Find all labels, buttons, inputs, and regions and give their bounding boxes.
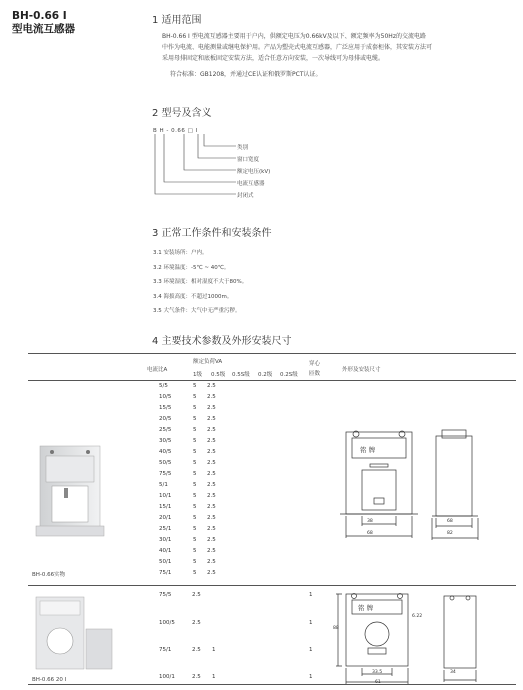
dim-1: 38 (367, 519, 373, 524)
ct-device-photo (28, 426, 114, 548)
table-row (154, 447, 318, 458)
table-row (154, 425, 318, 436)
table-cell: 5/1 (159, 482, 168, 488)
table-cell: 5 (193, 504, 197, 510)
header-grade-0.5: 0.5级 (211, 372, 226, 378)
table-cell: 2.5 (192, 592, 201, 598)
table-cell: 2.5 (207, 515, 216, 521)
table-row (154, 480, 318, 491)
table-cell: 75/5 (159, 471, 172, 477)
ct-device-photo-2 (32, 593, 118, 673)
table-row (154, 590, 318, 601)
outline-drawing-2-side (436, 588, 486, 684)
outline-drawing-1-front (336, 424, 428, 546)
table-cell: 10/1 (159, 493, 172, 499)
table-cell: 15/1 (159, 504, 172, 510)
table-row (154, 535, 318, 546)
table-cell: 100/1 (159, 674, 175, 680)
table-cell: 2.5 (207, 471, 216, 477)
table-cell: 5 (193, 482, 197, 488)
product-photo-2 (32, 593, 118, 673)
table-cell: 1 (309, 592, 313, 598)
table-row (154, 392, 318, 403)
section-1-line: 中作为电流、电能测量或继电保护用。产品为塑壳式电流互感器，广泛应用于成套柜体，其安装方法可 (162, 44, 433, 51)
table-cell: 50/5 (159, 460, 172, 466)
table-cell: 1 (309, 674, 313, 680)
table-cell: 75/1 (159, 570, 172, 576)
table-cell: 2.5 (207, 504, 216, 510)
dim-5: 6.22 (412, 614, 423, 619)
table-cell: 30/1 (159, 537, 172, 543)
group-divider (28, 585, 516, 586)
table-row (154, 403, 318, 414)
table-row (154, 513, 318, 524)
table-cell: 30/5 (159, 438, 172, 444)
table-row (154, 645, 318, 656)
table-cell: 2.5 (207, 559, 216, 565)
caption-2: BH-0.66 20 Ⅰ (32, 677, 67, 683)
table-cell: 5 (193, 438, 197, 444)
table-row (154, 469, 318, 480)
table-cell: 20/5 (159, 416, 172, 422)
model-label: 电流互感器 (237, 181, 265, 187)
header-grade-0.5s: 0.5S级 (232, 372, 250, 378)
table-cell: 2.5 (207, 537, 216, 543)
table-row (154, 568, 318, 579)
table-cell: 5 (193, 526, 197, 532)
table-cell: 5/5 (159, 383, 168, 389)
table-cell: 5 (193, 460, 197, 466)
table-cell: 2.5 (207, 427, 216, 433)
outline-drawing-1-side (428, 426, 484, 546)
table-cell: 5 (193, 416, 197, 422)
table-cell: 5 (193, 570, 197, 576)
section-1-title: 1 适用范围 (152, 15, 202, 26)
table-cell: 5 (193, 548, 197, 554)
table-cell: 5 (193, 471, 197, 477)
product-title-line1: BH-0.66 Ⅰ (12, 10, 67, 22)
nameplate-label-1: 铭 牌 (360, 446, 376, 454)
model-label: 类别 (237, 145, 249, 151)
table-cell: 5 (193, 405, 197, 411)
table-row (154, 381, 318, 392)
table-cell: 5 (193, 537, 197, 543)
header-turns-1: 穿心 (309, 361, 321, 367)
table-cell: 5 (193, 427, 197, 433)
header-grade-1: 1级 (193, 372, 202, 378)
table-cell: 2.5 (207, 570, 216, 576)
table-cell: 5 (193, 515, 197, 521)
table-cell: 2.5 (192, 620, 201, 626)
table-cell: 2.5 (207, 449, 216, 455)
condition-item: 3.1 安装场所：户内。 (153, 250, 208, 256)
dim-3: 68 (447, 519, 453, 524)
table-cell: 2.5 (207, 416, 216, 422)
model-code: B H - 0.66 □ Ⅰ (153, 128, 198, 134)
section-4-title: 4 主要技术参数及外形安装尺寸 (152, 336, 292, 347)
product-photo-1 (28, 426, 114, 548)
table-cell: 2.5 (207, 383, 216, 389)
condition-item: 3.5 大气条件：大气中无严重污秽。 (153, 308, 241, 314)
table-cell: 2.5 (192, 647, 201, 653)
table-cell: 5 (193, 493, 197, 499)
table-bottom-rule (28, 684, 516, 685)
section-3-list (153, 246, 247, 319)
table-cell: 25/1 (159, 526, 172, 532)
model-label: 窗口宽度 (237, 157, 260, 163)
header-grade-0.2: 0.2级 (258, 372, 273, 378)
table-cell: 100/5 (159, 620, 175, 626)
table-cell: 2.5 (207, 460, 216, 466)
table-row (154, 502, 318, 513)
dim-4: 82 (447, 531, 453, 536)
table-cell: 20/1 (159, 515, 172, 521)
model-label: 封闭式 (237, 193, 254, 199)
table-cell: 1 (212, 674, 216, 680)
table-cell: 40/1 (159, 548, 172, 554)
section-1-para (162, 31, 517, 80)
table-row (154, 546, 318, 557)
dim-8: 61 (375, 680, 381, 685)
header-outline: 外形及安装尺寸 (342, 367, 381, 373)
product-title-line2: 型电流互感器 (12, 23, 75, 35)
table-row (154, 524, 318, 535)
table-cell: 2.5 (207, 482, 216, 488)
table-cell: 40/5 (159, 449, 172, 455)
section-1-line: 采用母排固定和底板固定安装方法，适合任意方向安装，一次导线可为母排或电缆。 (162, 55, 385, 62)
table-cell: 2.5 (192, 674, 201, 680)
dim-7: 33.5 (372, 670, 383, 675)
table-cell: 5 (193, 559, 197, 565)
table-cell: 5 (193, 449, 197, 455)
table-cell: 2.5 (207, 548, 216, 554)
header-load: 额定负荷VA (193, 359, 223, 365)
table-cell: 2.5 (207, 405, 216, 411)
caption-1: BH-0.66实物 (32, 572, 66, 578)
table-cell: 50/1 (159, 559, 172, 565)
model-labels (237, 142, 270, 202)
table-cell: 15/5 (159, 405, 172, 411)
nameplate-label-2: 铭 牌 (358, 604, 374, 612)
dim-6: 88 (333, 626, 339, 631)
table-row (154, 672, 318, 683)
section-1-standard: 符合标准：GB1208，并通过CE认证和俄罗斯PCT认证。 (170, 71, 322, 78)
dim-9: 34 (450, 670, 456, 675)
condition-item: 3.3 环境湿度：相对湿度不大于80%。 (153, 279, 248, 285)
model-diagram (150, 134, 240, 200)
table-cell: 75/5 (159, 592, 172, 598)
table-row (154, 491, 318, 502)
table-row (154, 458, 318, 469)
product-title (12, 10, 75, 36)
section-2-title: 2 型号及含义 (152, 108, 212, 119)
table-cell: 2.5 (207, 438, 216, 444)
table-cell: 5 (193, 383, 197, 389)
section-1-line: BH-0.66 Ⅰ 型电流互感器主要用于户内，供额定电压为0.66kV及以下、额定频率为50Hz的交流电路 (162, 33, 426, 40)
table-cell: 75/1 (159, 647, 172, 653)
table-cell: 5 (193, 394, 197, 400)
section-3-title: 3 正常工作条件和安装条件 (152, 228, 272, 239)
table-row (154, 557, 318, 568)
condition-item: 3.2 环境温度：-5℃ ~ 40℃。 (153, 264, 230, 271)
model-label: 额定电压(kV) (237, 169, 271, 175)
condition-item: 3.4 海拔高度：不超过1000m。 (153, 293, 233, 300)
table-cell: 1 (309, 620, 313, 626)
header-turns (309, 359, 320, 379)
header-grade-0.2s: 0.2S级 (280, 372, 298, 378)
dim-2: 68 (367, 531, 373, 536)
table-row (154, 618, 318, 629)
table-top-rule (28, 353, 516, 354)
table-row (154, 414, 318, 425)
header-turns-2: 匝数 (309, 371, 321, 377)
table-row (154, 436, 318, 447)
header-ratio: 电流比A (147, 367, 168, 373)
table-cell: 10/5 (159, 394, 172, 400)
table-cell: 2.5 (207, 526, 216, 532)
table-cell: 2.5 (207, 493, 216, 499)
table-cell: 1 (309, 647, 313, 653)
table-cell: 25/5 (159, 427, 172, 433)
table-cell: 2.5 (207, 394, 216, 400)
table-cell: 1 (212, 647, 216, 653)
